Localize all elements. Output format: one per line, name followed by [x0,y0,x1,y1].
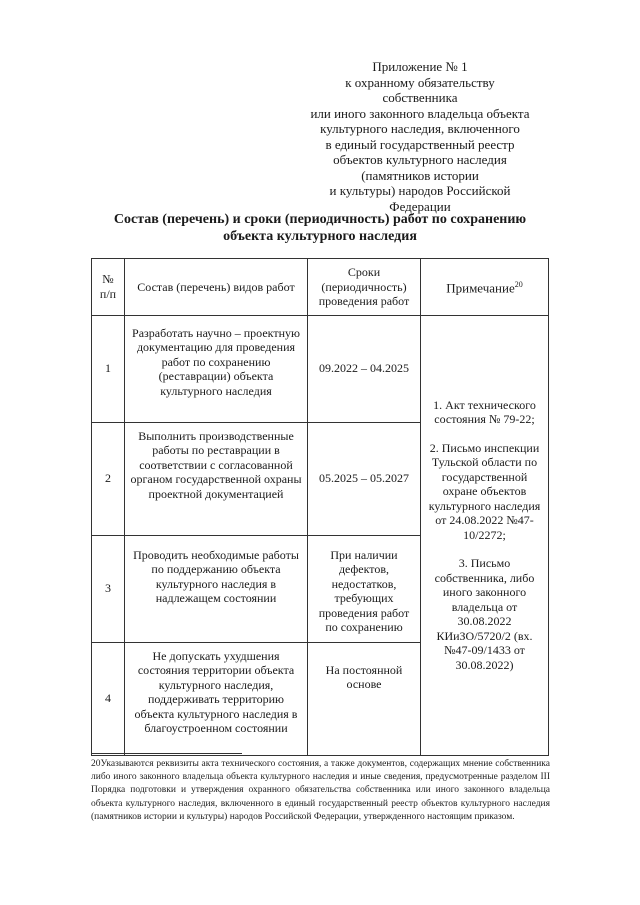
header-works: Состав (перечень) видов работ [125,259,308,316]
footnote-ref: 20 [514,279,523,289]
annex-line: или иного законного владельца объекта [310,105,530,121]
header-note-label: Примечание [446,280,515,296]
annex-line: собственника [382,90,458,105]
footnote-text: 20Указываются реквизиты акта технического состояния, а также документов, содержащих мнение собственника либо иного законного владельца объекта культурного наследия и иные сведения, предусмотренные разделом III Порядка подготовки и утверждения охранного обязательства собственника или иного законного владельца объекта культурного наследия, включенного в единый государственный реестр объектов культурного наследия (памятников истории и культуры) народов Российской Федерации, утвержденного настоящим приказом. [91,759,550,822]
row-terms: При наличии дефектов, недостатков, требующих проведения работ по сохранению [308,535,421,642]
row-num: 1 [92,315,125,422]
title-line-1: Состав (перечень) и сроки (периодичность) работ по сохранению [113,212,527,227]
annex-line: Приложение № 1 [372,59,468,74]
annex-line: и культуры) народов Российской [329,183,511,198]
note-item: 1. Акт технического состояния № 79-22; [433,397,536,427]
row-terms: 09.2022 – 04.2025 [308,315,421,422]
annex-line: Федерации [389,198,451,214]
row-works: Проводить необходимые работы по поддержанию объекта культурного наследия в надлежащем состоянии [125,535,308,642]
header-num: № п/п [92,259,125,316]
row-works: Разработать научно – проектную документацию для проведения работ по сохранению (реставрации) объекта культурного наследия [125,315,308,422]
row-works: Не допускать ухудшения состояния территории объекта культурного наследия, поддерживать территорию объекта культурного наследия в благоустроенном состоянии [125,642,308,755]
annex-line: культурного наследия, включенного [320,121,520,136]
annex-line: объектов культурного наследия [333,152,507,167]
row-terms: На постоянной основе [308,642,421,755]
header-note [421,259,549,316]
annex-line: в единый государственный реестр [325,136,515,152]
annex-line: к охранному обязательству [345,74,495,90]
annex-header [270,59,570,214]
annex-line: (памятников истории [361,167,479,183]
row-num: 2 [92,422,125,535]
document-title [60,211,580,245]
title-line-2: объекта культурного наследия [223,229,417,244]
note-cell [421,315,549,755]
row-num: 3 [92,535,125,642]
footnote-divider [92,753,242,754]
table-row [92,315,549,422]
header-terms: Сроки (периодичность) проведения работ [308,259,421,316]
row-works: Выполнить производственные работы по реставрации в соответствии с согласованной органом государственной охраны проектной документацией [125,422,308,535]
note-item: 2. Письмо инспекции Тульской области по государственной охране объектов культурного наследия от 24.08.2022 №47-10/2272; [428,440,541,542]
note-item: 3. Письмо собственника, либо иного законного владельца от 30.08.2022 КИиЗО/5720/2 (вх. №47-09/1433 от 30.08.2022) [434,556,535,672]
row-terms: 05.2025 – 05.2027 [308,422,421,535]
row-num: 4 [92,642,125,755]
works-table [91,258,549,756]
table-header-row [92,259,549,316]
